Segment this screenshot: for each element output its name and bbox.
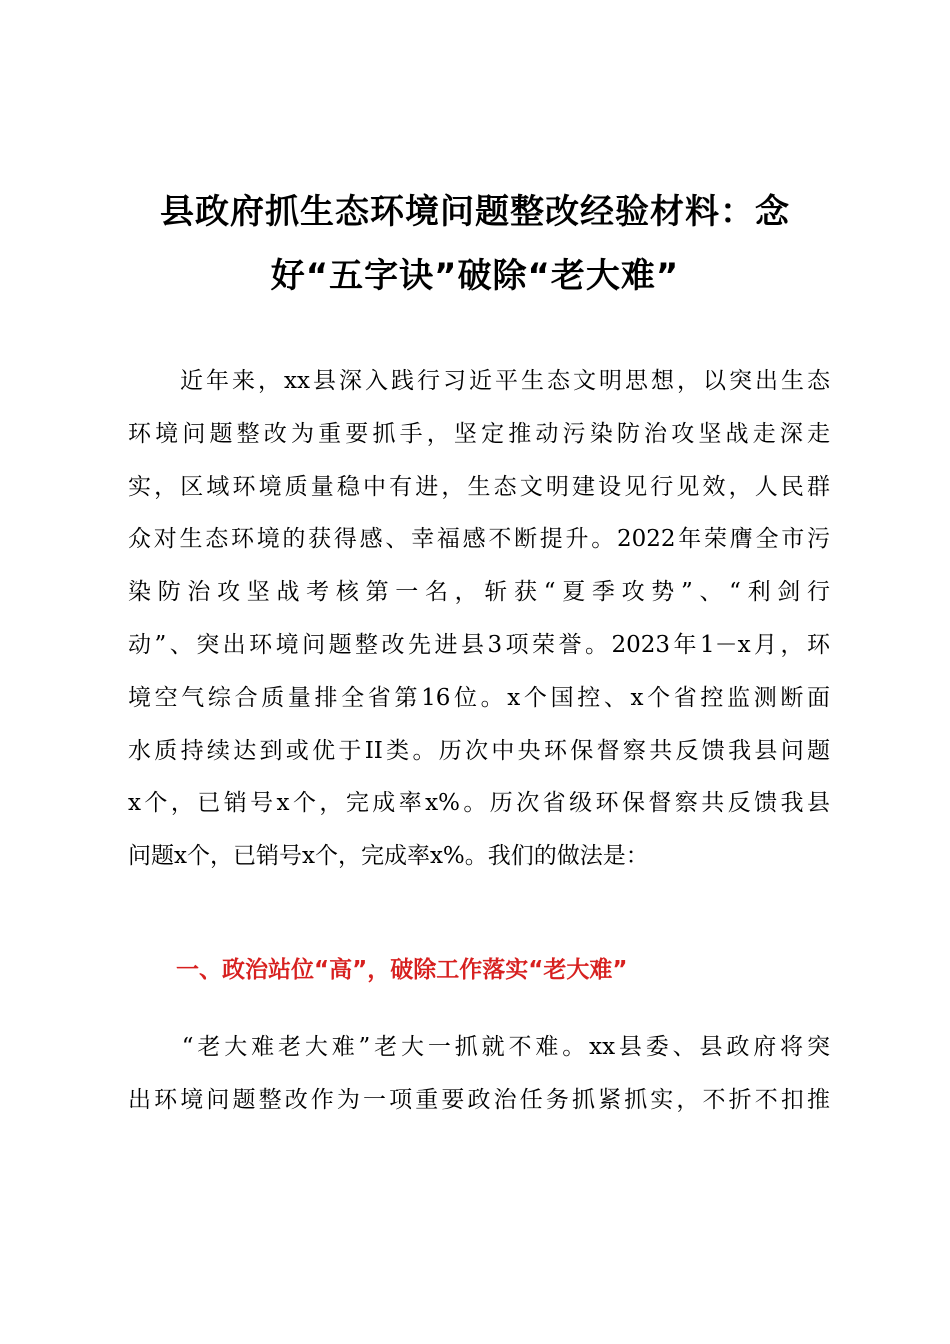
- section-1-paragraph: [128, 1021, 830, 1127]
- paragraph-line: 水质持续达到或优于II类。历次中央环保督察共反馈我县问题: [128, 737, 830, 764]
- paragraph-line: 近年来，xx县深入践行习近平生态文明思想，以突出生态: [128, 368, 830, 394]
- title-line-2: 好“五字诀”破除“老大难”: [270, 256, 680, 296]
- paragraph-line: x个，已销号x个，完成率x%。历次省级环保督察共反馈我县: [128, 790, 830, 817]
- intro-paragraph: [128, 355, 830, 883]
- title-line-1: 县政府抓生态环境问题整改经验材料：念: [160, 192, 790, 232]
- paragraph-line: 环境问题整改为重要抓手，坚定推动污染防治攻坚战走深走: [128, 420, 830, 447]
- paragraph-line: 境空气综合质量排全省第16位。x个国控、x个省控监测断面: [128, 684, 830, 711]
- paragraph-line: 实，区域环境质量稳中有进，生态文明建设见行见效，人民群: [128, 473, 830, 500]
- paragraph-line: 染防治攻坚战考核第一名，斩获“夏季攻势”、“利剑行: [128, 579, 830, 606]
- section-heading-1: 一、政治站位“高”，破除工作落实“老大难”: [176, 957, 628, 983]
- paragraph-line: 出环境问题整改作为一项重要政治任务抓紧抓实，不折不扣推: [128, 1086, 830, 1113]
- paragraph-line: 众对生态环境的获得感、幸福感不断提升。2022年荣膺全市污: [128, 526, 830, 553]
- paragraph-line: 问题x个，已销号x个，完成率x%。我们的做法是：: [128, 843, 649, 870]
- paragraph-line: “老大难老大难”老大一抓就不难。xx县委、县政府将突: [128, 1034, 830, 1060]
- paragraph-line: 动”、突出环境问题整改先进县3项荣誉。2023年1－x月，环: [128, 631, 830, 658]
- document-title: [120, 180, 830, 308]
